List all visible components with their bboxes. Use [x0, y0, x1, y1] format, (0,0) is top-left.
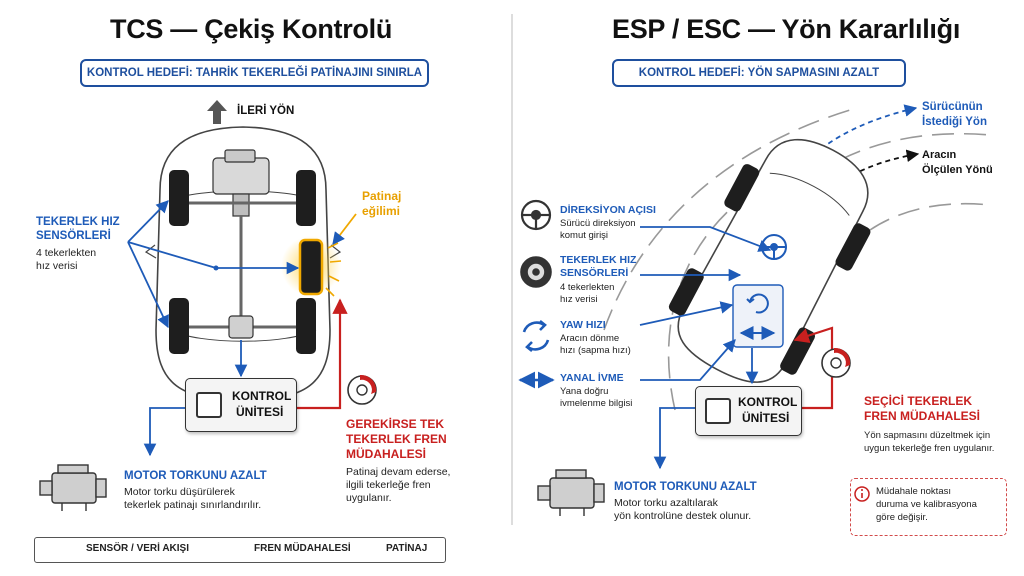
intended-label-2: İstediği Yön: [922, 116, 987, 128]
measured-label-2: Ölçülen Yönü: [922, 164, 993, 176]
esp-brake-disc-icon: [822, 348, 850, 377]
esp-note-2: duruma ve kalibrasyona: [876, 499, 977, 510]
legend-sensor-label: SENSÖR / VERİ AKIŞI: [86, 543, 189, 554]
esp-engine-icon: [538, 470, 604, 516]
esp-goal-box: KONTROL HEDEFİ: YÖN SAPMASINI AZALT: [612, 59, 906, 87]
esp-note-1: Müdahale noktası: [876, 486, 951, 497]
yaw-title: YAW HIZI: [560, 319, 606, 331]
tcs-torque-desc-2: tekerlek patinajı sınırlandırılır.: [124, 499, 262, 511]
esp-brake-title-1: SEÇİCİ TEKERLEK: [864, 394, 973, 408]
tcs-control-unit-label-1: KONTROL: [232, 389, 292, 403]
esp-wheel-title-2: SENSÖRLERİ: [560, 267, 629, 279]
lat-desc-1: Yana doğru: [560, 386, 609, 397]
legend-slip-label: PATİNAJ: [386, 543, 428, 554]
steering-desc-1: Sürücü direksiyon: [560, 218, 636, 229]
esp-control-unit-label-1: KONTROL: [738, 395, 798, 409]
legend-brake-label: FREN MÜDAHALESİ: [254, 543, 351, 554]
esp-note-3: göre değişir.: [876, 512, 928, 523]
tcs-title: TCS — Çekiş Kontrolü: [110, 14, 393, 44]
measured-label-1: Aracın: [922, 149, 957, 161]
esp-title: ESP / ESC — Yön Kararlılığı: [612, 14, 961, 44]
forward-label: İLERİ YÖN: [237, 105, 295, 117]
tcs-wheel-sensors-desc-1: 4 tekerlekten: [36, 247, 97, 259]
esp-wheel-desc-1: 4 tekerlekten: [560, 282, 615, 293]
intended-label-1: Sürücünün: [922, 101, 983, 113]
forward-arrow-icon: [207, 100, 227, 124]
esp-torque-desc-2: yön kontrolüne destek olunur.: [614, 510, 752, 522]
slip-pointer: [333, 214, 356, 244]
tcs-brake-desc-1: Patinaj devam ederse,: [346, 466, 451, 478]
yaw-desc-1: Aracın dönme: [560, 333, 620, 344]
esp-brake-title-2: FREN MÜDAHALESİ: [864, 409, 980, 423]
slipping-wheel-icon: [300, 240, 322, 294]
lat-desc-2: ivmelenme bilgisi: [560, 398, 633, 409]
slip-label-1: Patinaj: [362, 189, 402, 203]
esp-chip-icon: [705, 398, 731, 424]
tcs-control-unit: [185, 378, 297, 432]
tcs-brake-title-3: MÜDAHALESİ: [346, 447, 426, 461]
yaw-desc-2: hızı (sapma hızı): [560, 345, 631, 356]
tcs-brake-desc-2: ilgili tekerleğe fren: [346, 479, 431, 491]
engine-icon: [40, 465, 106, 511]
yaw-rate-icon: [524, 321, 548, 351]
tcs-goal-box: KONTROL HEDEFİ: TAHRİK TEKERLEĞİ PATİNAJINI SINIRLA: [80, 59, 429, 87]
esp-torque-title: MOTOR TORKUNU AZALT: [614, 481, 757, 493]
esp-wheel-desc-2: hız verisi: [560, 294, 598, 305]
tcs-brake-title-1: GEREKİRSE TEK: [346, 417, 445, 431]
tcs-wheel-sensors-desc-2: hız verisi: [36, 260, 78, 272]
esp-wheel-title-1: TEKERLEK HIZ: [560, 254, 637, 266]
brake-disc-icon: [348, 375, 376, 404]
esp-control-unit: [695, 386, 802, 436]
esp-brake-desc-1: Yön sapmasını düzeltmek için: [864, 430, 991, 441]
tcs-torque-desc-1: Motor torku düşürülerek: [124, 486, 235, 498]
tcs-wheel-sensors-title-2: SENSÖRLERİ: [36, 230, 111, 242]
chip-icon: [196, 392, 222, 418]
steering-title: DİREKSİYON AÇISI: [560, 204, 656, 216]
tcs-wheel-sensors-title-1: TEKERLEK HIZ: [36, 216, 120, 228]
esp-torque-desc-1: Motor torku azaltılarak: [614, 497, 718, 509]
tcs-brake-desc-3: uygulanır.: [346, 492, 392, 504]
slip-label-2: eğilimi: [362, 204, 401, 218]
steering-wheel-icon: [522, 201, 550, 229]
tcs-torque-title: MOTOR TORKUNU AZALT: [124, 470, 267, 482]
steering-desc-2: komut girişi: [560, 230, 609, 241]
tire-icon: [521, 257, 551, 287]
tcs-brake-title-2: TEKERLEK FREN: [346, 432, 447, 446]
esp-brake-desc-2: uygun tekerleğe fren uygulanır.: [864, 443, 995, 454]
tcs-control-unit-label-2: ÜNİTESİ: [236, 405, 284, 419]
differential-icon: [229, 316, 253, 338]
gearbox-icon: [213, 150, 269, 216]
lat-title: YANAL İVME: [560, 372, 624, 384]
esp-control-unit-label-2: ÜNİTESİ: [742, 411, 790, 425]
